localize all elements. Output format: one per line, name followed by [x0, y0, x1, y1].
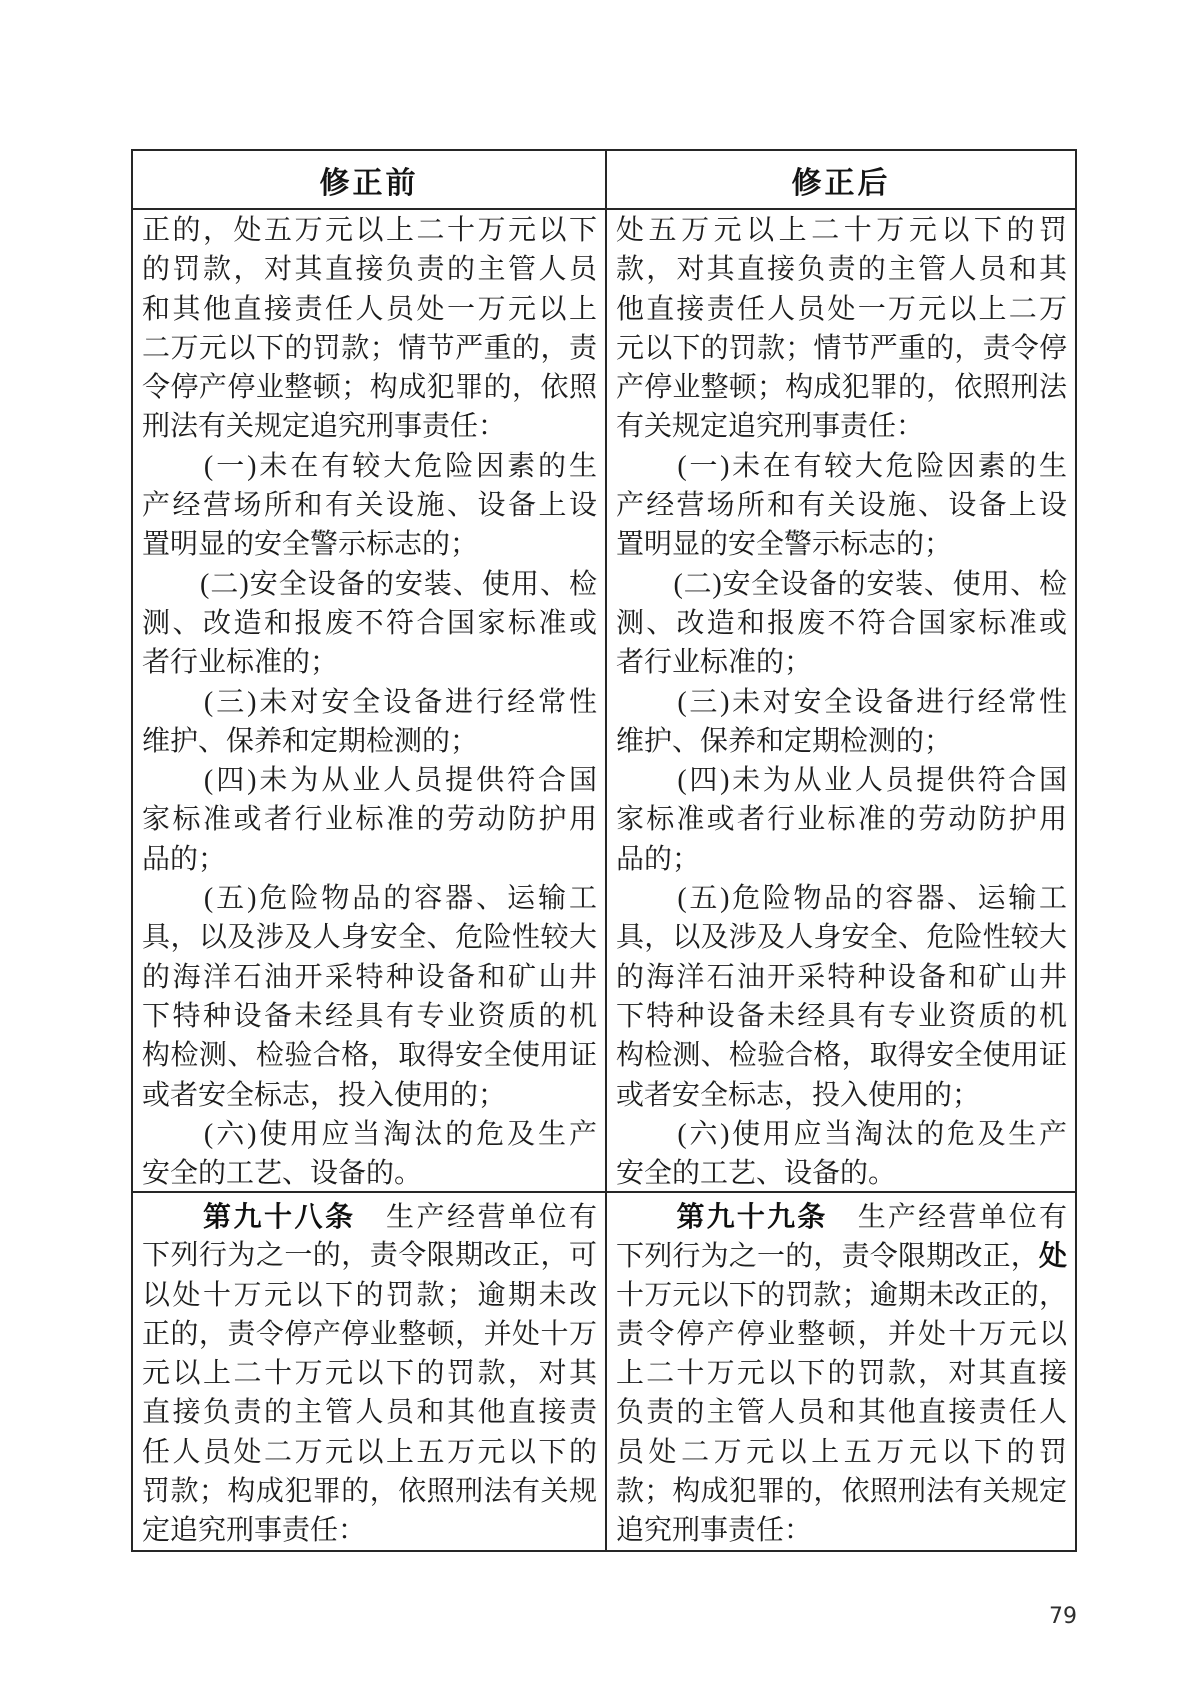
text-line: (一)未在有较大危险因素的生	[616, 450, 1067, 482]
text-line: 者行业标准的；	[616, 647, 813, 679]
text-line: (二)安全设备的安装、使用、检	[142, 568, 597, 600]
text-line: 置明显的安全警示标志的；	[142, 529, 479, 561]
text-line: 直接负责的主管人员和其他直接责	[142, 1397, 597, 1429]
text-line: 款，对其直接负责的主管人员和其	[616, 254, 1067, 286]
text-line: 第九十九条 生产经营单位有	[676, 1201, 1067, 1233]
text-line: 安全的工艺、设备的。	[616, 1158, 897, 1190]
text-line: 任人员处二万元以上五万元以下的	[142, 1436, 597, 1468]
page-number: 79	[1049, 1604, 1077, 1629]
text-line: (四)未为从业人员提供符合国	[616, 765, 1067, 797]
text-line: 家标准或者行业标准的劳动防护用	[142, 804, 597, 836]
text-line: 员处二万元以上五万元以下的罚	[616, 1436, 1067, 1468]
comparison-table	[131, 149, 1077, 1552]
table-header-before	[133, 151, 607, 210]
text-line: (四)未为从业人员提供符合国	[142, 765, 597, 797]
text-line: 下列行为之一的，责令限期改正，处	[616, 1240, 1067, 1273]
cell-before-article-98	[133, 1193, 607, 1550]
text-line: 具，以及涉及人身安全、危险性较大	[616, 922, 1067, 954]
text-line: 置明显的安全警示标志的；	[616, 529, 953, 561]
text-line: 或者安全标志，投入使用的；	[142, 1079, 507, 1111]
text-line: 下特种设备未经具有专业资质的机	[142, 1000, 597, 1032]
cell-after-article-97	[607, 210, 1075, 1193]
text-line: 处五万元以上二十万元以下的罚	[616, 215, 1067, 246]
text-line: 款；构成犯罪的，依照刑法有关规定	[616, 1476, 1067, 1508]
bold-amended-text: 处	[1038, 1240, 1067, 1272]
text-line: (二)安全设备的安装、使用、检	[616, 568, 1067, 600]
text-line: 的海洋石油开采特种设备和矿山井	[142, 961, 597, 993]
text-line: 或者安全标志，投入使用的；	[616, 1079, 981, 1111]
text-line: 下列行为之一的，责令限期改正，可	[142, 1240, 597, 1272]
text-line: 以处十万元以下的罚款；逾期未改	[142, 1279, 597, 1311]
text-line: 元以上二十万元以下的罚款，对其	[142, 1358, 597, 1390]
bold-amended-text: 第九十八条	[203, 1201, 356, 1232]
text-line: 者行业标准的；	[142, 647, 339, 679]
text-line: 的罚款，对其直接负责的主管人员	[142, 254, 597, 286]
text-line: (三)未对安全设备进行经常性	[616, 686, 1067, 718]
text-line: 追究刑事责任：	[616, 1515, 813, 1547]
text-line: 他直接责任人员处一万元以上二万	[616, 293, 1067, 325]
text-line: 的海洋石油开采特种设备和矿山井	[616, 961, 1067, 993]
text-line: 产停业整顿；构成犯罪的，依照刑法	[616, 372, 1067, 404]
text-line: 负责的主管人员和其他直接责任人	[616, 1397, 1067, 1429]
cell-after-article-99	[607, 1193, 1075, 1550]
text-line: 元以下的罚款；情节严重的，责令停	[616, 332, 1067, 364]
bold-amended-text: 第九十九条	[676, 1201, 828, 1232]
header-before-label: 修正前	[319, 166, 419, 200]
text-line: (六)使用应当淘汰的危及生产	[616, 1118, 1067, 1150]
text-line: 具，以及涉及人身安全、危险性较大	[142, 922, 597, 954]
text-line: 正的，责令停产停业整顿，并处十万	[142, 1318, 597, 1350]
text-line: 十万元以下的罚款；逾期未改正的，	[616, 1279, 1067, 1311]
header-after-label: 修正后	[791, 166, 891, 200]
text-line: 责令停产停业整顿，并处十万元以	[616, 1318, 1067, 1350]
text-line: 刑法有关规定追究刑事责任：	[142, 411, 507, 443]
text-line: 品的；	[142, 843, 227, 875]
text-line: (三)未对安全设备进行经常性	[142, 686, 597, 718]
table-header-after	[607, 151, 1075, 210]
text-line: 构检测、检验合格，取得安全使用证	[616, 1040, 1067, 1072]
text-line: 产经营场所和有关设施、设备上设	[616, 490, 1067, 522]
text-line: 家标准或者行业标准的劳动防护用	[616, 804, 1067, 836]
text-line: 第九十八条 生产经营单位有	[203, 1201, 597, 1233]
text-line: 维护、保养和定期检测的；	[142, 725, 479, 757]
text-line: 罚款；构成犯罪的，依照刑法有关规	[142, 1476, 597, 1508]
text-line: 维护、保养和定期检测的；	[616, 725, 953, 757]
text-line: 定追究刑事责任：	[142, 1515, 367, 1547]
cell-before-article-97	[133, 210, 607, 1193]
text-line: (一)未在有较大危险因素的生	[142, 450, 597, 482]
text-line: 正的，处五万元以上二十万元以下	[142, 215, 597, 246]
text-line: 构检测、检验合格，取得安全使用证	[142, 1040, 597, 1072]
text-line: 和其他直接责任人员处一万元以上	[142, 293, 597, 325]
text-line: (六)使用应当淘汰的危及生产	[142, 1118, 597, 1150]
text-line: 安全的工艺、设备的。	[142, 1158, 423, 1190]
text-line: 品的；	[616, 843, 701, 875]
text-line: 令停产停业整顿；构成犯罪的，依照	[142, 372, 597, 404]
text-line: 测、改造和报废不符合国家标准或	[142, 607, 597, 639]
text-line: 产经营场所和有关设施、设备上设	[142, 490, 597, 522]
text-line: 有关规定追究刑事责任：	[616, 411, 925, 443]
text-line: 二万元以下的罚款；情节严重的，责	[142, 332, 597, 364]
text-line: 测、改造和报废不符合国家标准或	[616, 607, 1067, 639]
text-line: (五)危险物品的容器、运输工	[616, 883, 1067, 915]
text-line: 下特种设备未经具有专业资质的机	[616, 1000, 1067, 1032]
text-line: (五)危险物品的容器、运输工	[142, 883, 597, 915]
text-line: 上二十万元以下的罚款，对其直接	[616, 1358, 1067, 1390]
